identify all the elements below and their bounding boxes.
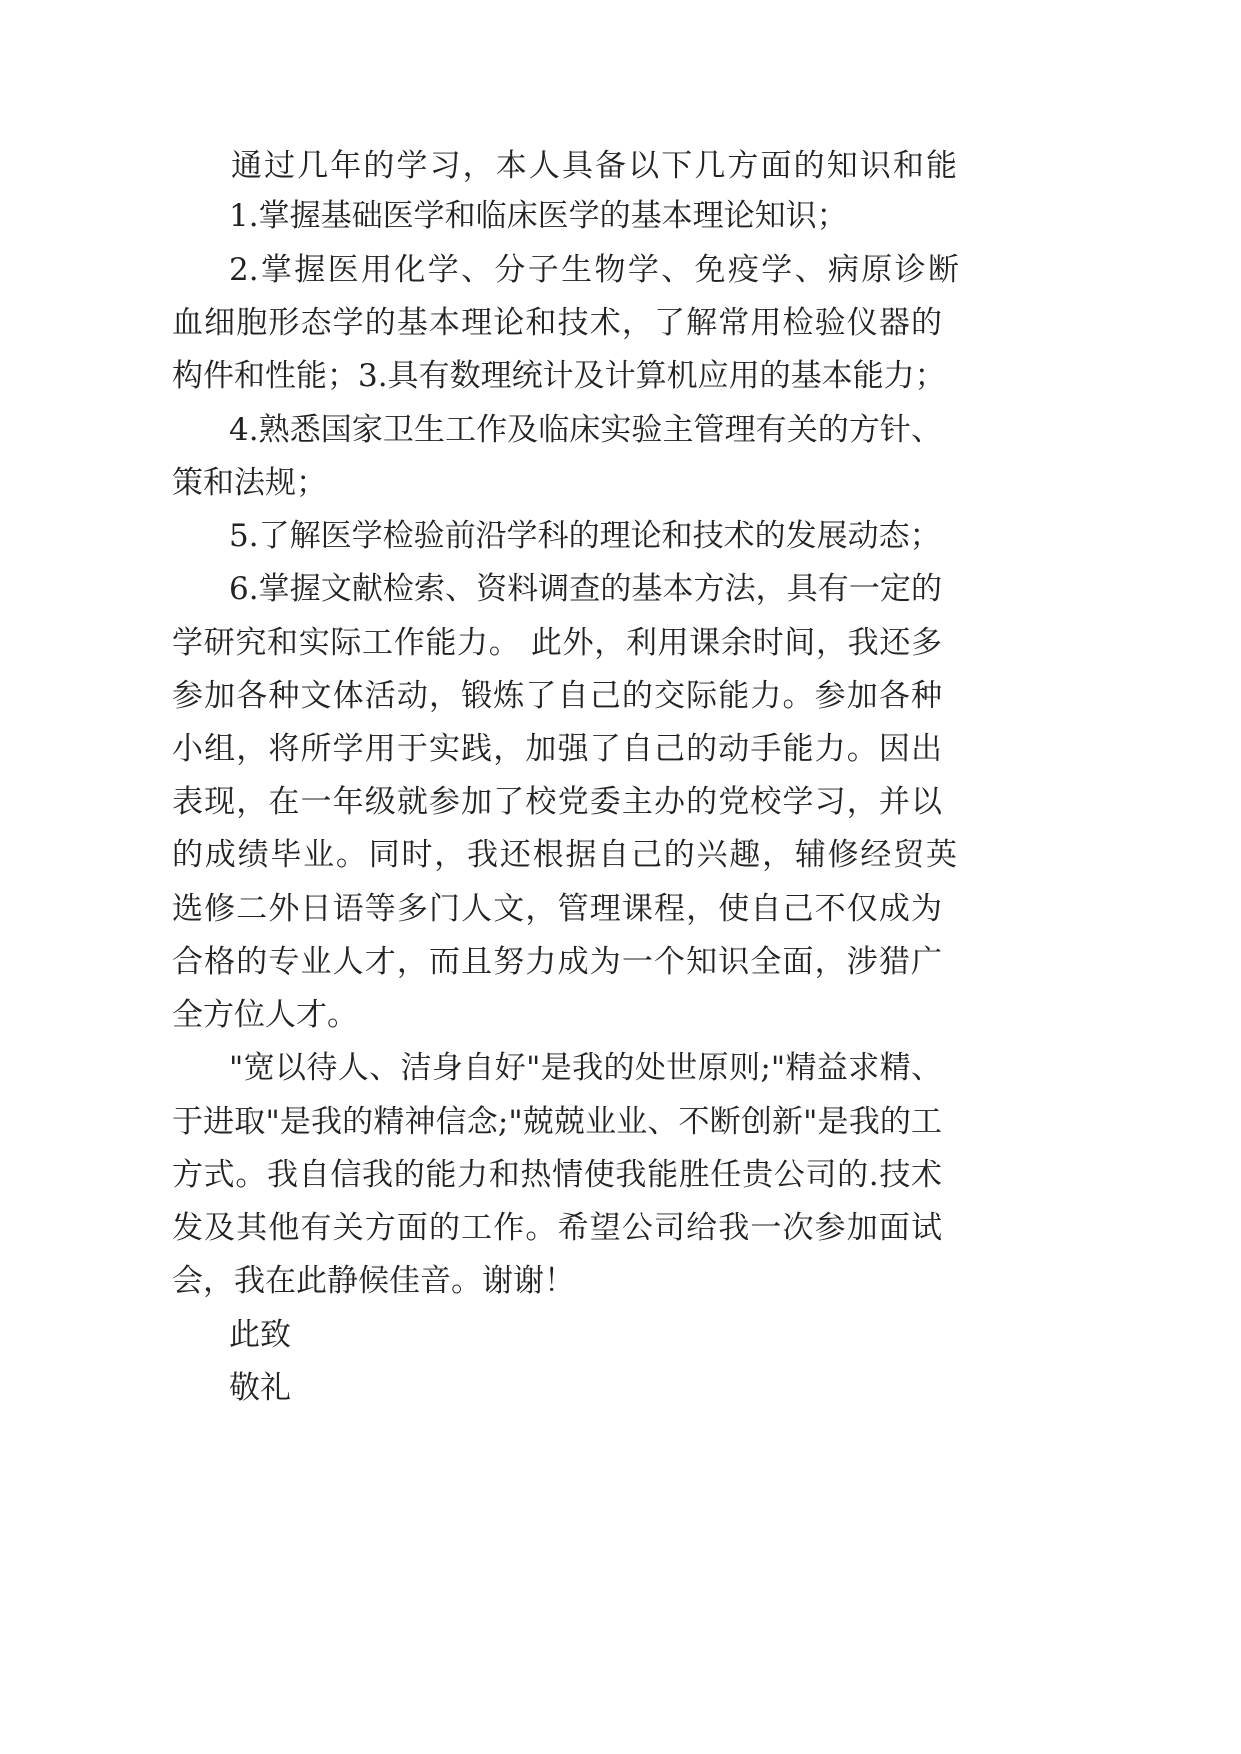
text-line: 血细胞形态学的基本理论和技术，了解常用检验仪器的 — [172, 305, 942, 341]
text-line: 2.掌握医用化学、分子生物学、免疫学、病原诊断 — [229, 252, 959, 288]
text-line: 6.掌握文献检索、资料调查的基本方法，具有一定的 — [229, 571, 942, 607]
text-line: 合格的专业人才，而且努力成为一个知识全面，涉猎广 — [172, 944, 942, 980]
text-line: "宽以待人、洁身自好"是我的处世原则;"精益求精、 — [229, 1050, 942, 1086]
closing-line: 此致 — [229, 1317, 291, 1353]
text-line: 5.了解医学检验前沿学科的理论和技术的发展动态； — [229, 518, 941, 554]
text-line: 4.熟悉国家卫生工作及临床实验主管理有关的方针、 — [229, 412, 942, 448]
text-line: 全方位人才。 — [172, 997, 358, 1033]
text-line: 会，我在此静候佳音。谢谢！ — [172, 1263, 575, 1299]
text-line: 1.掌握基础医学和临床医学的基本理论知识； — [229, 198, 848, 234]
text-line: 策和法规； — [172, 465, 327, 501]
text-line: 参加各种文体活动，锻炼了自己的交际能力。参加各种 — [172, 678, 942, 714]
text-line: 的成绩毕业。同时，我还根据自己的兴趣，辅修经贸英 — [172, 837, 957, 873]
text-line: 学研究和实际工作能力。 此外，利用课余时间，我还多 — [172, 625, 942, 661]
text-line: 选修二外日语等多门人文，管理课程，使自己不仅成为 — [172, 891, 942, 927]
text-line: 表现，在一年级就参加了校党委主办的党校学习，并以 — [172, 784, 942, 820]
text-line: 构件和性能；3.具有数理统计及计算机应用的基本能力； — [172, 358, 946, 394]
closing-line: 敬礼 — [229, 1370, 291, 1406]
text-line: 通过几年的学习，本人具备以下几方面的知识和能 — [231, 148, 957, 184]
text-line: 于进取"是我的精神信念;"兢兢业业、不断创新"是我的工 — [172, 1104, 942, 1140]
text-line: 方式。我自信我的能力和热情使我能胜任贵公司的.技术 — [172, 1157, 942, 1193]
text-line: 小组，将所学用于实践，加强了自己的动手能力。因出 — [172, 731, 942, 767]
text-line: 发及其他有关方面的工作。希望公司给我一次参加面试 — [172, 1210, 942, 1246]
